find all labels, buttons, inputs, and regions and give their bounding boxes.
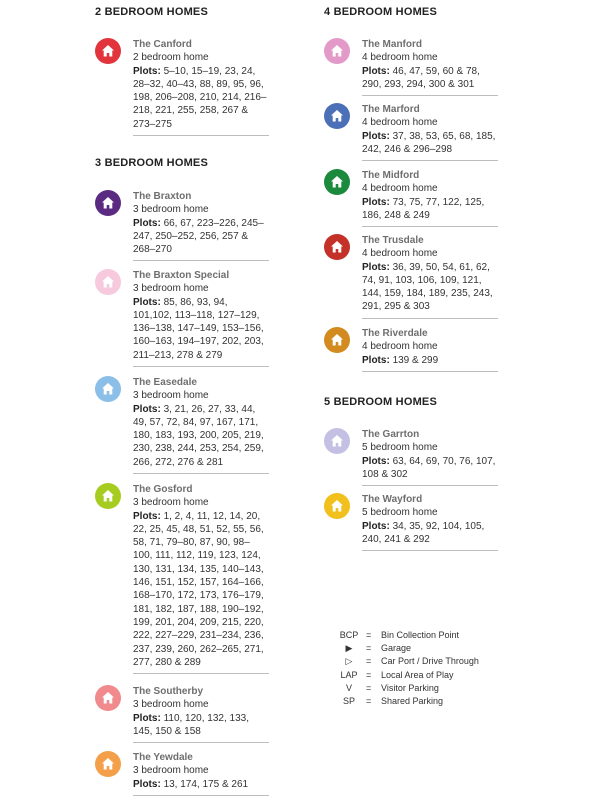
home-plots [362, 520, 498, 547]
home-plots [133, 510, 269, 670]
plots-label: Plots: [133, 403, 161, 415]
home-name: The Marford [362, 104, 420, 115]
home-details [133, 685, 269, 743]
home-details [362, 327, 498, 372]
home-type: 3 bedroom home [133, 390, 209, 402]
home-type: 3 bedroom home [133, 699, 209, 711]
legend-equals: = [366, 682, 372, 693]
plots-list: 1, 2, 4, 11, 12, 14, 20, 22, 25, 45, 48, 51, 52, 55, 56, 58, 71, 79–80, 87, 90, 98–100, 111, 112, 119, 123, 124, 130, 131, 134, 135, 140–143, 146, 151, 152, 157, 164–166, 168–170, 172, 173, 176–179, 181, 182, 187, 188, 190–192, 199, 201, 204, 209, 215, 220, 222, 227–229, 231–234, 236, 237, 239, 260, 262–265, 271, 277, 280 & 289 [133, 510, 264, 668]
house-icon [324, 493, 350, 519]
plots-list: 5–10, 15–19, 23, 24, 28–32, 40–43, 88, 89, 95, 96, 198, 206–208, 210, 214, 216–218, 221, 255, 258, 267 & 273–275 [133, 65, 267, 130]
legend-key: BCP [339, 630, 359, 640]
home-details [133, 38, 269, 136]
home-type: 3 bedroom home [133, 765, 209, 777]
plots-list: 34, 35, 92, 104, 105, 240, 241 & 292 [362, 520, 485, 545]
home-details [133, 190, 269, 261]
home-details [133, 269, 269, 367]
home-name: The Braxton [133, 191, 192, 202]
home-plots [362, 196, 498, 223]
home-name: The Trusdale [362, 235, 424, 246]
legend-value: Local Area of Play [381, 669, 454, 680]
house-icon [95, 483, 121, 509]
home-plots [133, 778, 269, 791]
home-plots [133, 403, 269, 469]
home-type: 4 bedroom home [362, 117, 438, 129]
home-type: 4 bedroom home [362, 52, 438, 64]
section-title-3-bedroom: 3 BEDROOM HOMES [95, 157, 209, 169]
plots-list: 13, 174, 175 & 261 [163, 778, 249, 790]
home-type: 5 bedroom home [362, 442, 438, 454]
home-type: 4 bedroom home [362, 183, 438, 195]
home-plots [133, 65, 269, 131]
plots-label: Plots: [133, 712, 161, 724]
home-details [362, 428, 498, 486]
house-icon [95, 38, 121, 64]
plots-list: 37, 38, 53, 65, 68, 185, 242, 246 & 296–298 [362, 130, 496, 155]
plots-list: 36, 39, 50, 54, 61, 62, 74, 91, 103, 106, 109, 121, 144, 159, 184, 189, 235, 243, 291, 295 & 303 [362, 261, 493, 313]
home-type: 3 bedroom home [133, 497, 209, 509]
plots-list: 139 & 299 [392, 354, 439, 366]
plots-list: 46, 47, 59, 60 & 78, 290, 293, 294, 300 & 301 [362, 65, 480, 90]
house-icon [324, 234, 350, 260]
home-details [362, 234, 498, 319]
legend-equals: = [366, 656, 372, 667]
house-icon [324, 169, 350, 195]
home-name: The Garrton [362, 429, 420, 440]
plots-list: 3, 21, 26, 27, 33, 44, 49, 57, 72, 84, 97, 167, 171, 180, 183, 193, 200, 205, 219, 230, 238, 244, 253, 254, 259, 266, 272, 276 & 281 [133, 403, 264, 468]
legend-value: Bin Collection Point [381, 630, 460, 640]
plots-label: Plots: [133, 778, 161, 790]
plots-label: Plots: [362, 261, 390, 273]
home-details [133, 376, 269, 474]
home-plots [362, 65, 498, 92]
legend-value: Car Port / Drive Through [381, 656, 479, 667]
house-icon [95, 190, 121, 216]
home-type: 5 bedroom home [362, 507, 438, 519]
home-name: The Riverdale [362, 328, 428, 339]
legend-value: Shared Parking [381, 695, 444, 706]
home-details [133, 751, 269, 796]
plots-label: Plots: [133, 65, 161, 77]
legend-equals: = [366, 643, 372, 654]
home-plots [362, 455, 498, 482]
plots-label: Plots: [133, 296, 161, 308]
home-name: The Southerby [133, 686, 204, 697]
home-name: The Gosford [133, 484, 193, 495]
section-title-4-bedroom: 4 BEDROOM HOMES [324, 6, 438, 18]
legend-equals: = [366, 669, 372, 680]
home-name: The Yewdale [133, 752, 193, 763]
legend-value: Garage [381, 643, 412, 654]
home-type: 4 bedroom home [362, 341, 438, 353]
legend-equals: = [366, 695, 372, 706]
home-plots [133, 712, 269, 739]
home-name: The Canford [133, 39, 192, 50]
home-details [362, 169, 498, 227]
home-details [362, 38, 498, 96]
home-plots [133, 296, 269, 362]
plots-label: Plots: [133, 217, 161, 229]
legend-value: Visitor Parking [381, 682, 439, 693]
house-icon [324, 428, 350, 454]
house-icon [95, 376, 121, 402]
plots-label: Plots: [362, 520, 390, 532]
home-type: 3 bedroom home [133, 283, 209, 295]
house-icon [95, 685, 121, 711]
home-name: The Midford [362, 170, 420, 181]
house-icon [95, 751, 121, 777]
home-name: The Manford [362, 39, 422, 50]
house-icon [324, 103, 350, 129]
legend-equals: = [366, 630, 372, 640]
plots-list: 66, 67, 223–226, 245–247, 250–252, 256, 257 & 268–270 [133, 217, 264, 256]
section-title-2-bedroom: 2 BEDROOM HOMES [95, 6, 209, 18]
house-icon [324, 327, 350, 353]
home-type: 2 bedroom home [133, 52, 209, 64]
plots-label: Plots: [362, 196, 390, 208]
plots-label: Plots: [133, 510, 161, 522]
house-icon [95, 269, 121, 295]
home-name: The Easedale [133, 377, 197, 388]
home-type: 3 bedroom home [133, 204, 209, 216]
plots-label: Plots: [362, 354, 390, 366]
plots-label: Plots: [362, 65, 390, 77]
home-plots [362, 261, 498, 314]
plots-list: 63, 64, 69, 70, 76, 107, 108 & 302 [362, 455, 496, 480]
plots-list: 73, 75, 77, 122, 125, 186, 248 & 249 [362, 196, 485, 221]
plots-list: 85, 86, 93, 94, 101,102, 113–118, 127–129, 136–138, 147–149, 153–156, 160–163, 194–197, 202, 203, 211–213, 278 & 279 [133, 296, 264, 361]
plots-label: Plots: [362, 130, 390, 142]
triangle-outline-icon: ▷ [345, 656, 353, 667]
home-name: The Wayford [362, 494, 423, 505]
home-type: 4 bedroom home [362, 248, 438, 260]
house-icon [324, 38, 350, 64]
plots-list: 110, 120, 132, 133, 145, 150 & 158 [133, 712, 250, 737]
legend-key: V [345, 682, 352, 693]
legend-key: LAP [340, 669, 358, 680]
home-plots [362, 130, 498, 157]
home-details [362, 493, 498, 551]
triangle-filled-icon: ▶ [345, 643, 353, 654]
section-title-5-bedroom: 5 BEDROOM HOMES [324, 396, 438, 408]
home-details [362, 103, 498, 161]
legend-key: SP [342, 695, 355, 706]
home-name: The Braxton Special [133, 270, 230, 281]
home-plots [362, 354, 498, 367]
home-details [133, 483, 269, 674]
plots-label: Plots: [362, 455, 390, 467]
home-plots [133, 217, 269, 257]
